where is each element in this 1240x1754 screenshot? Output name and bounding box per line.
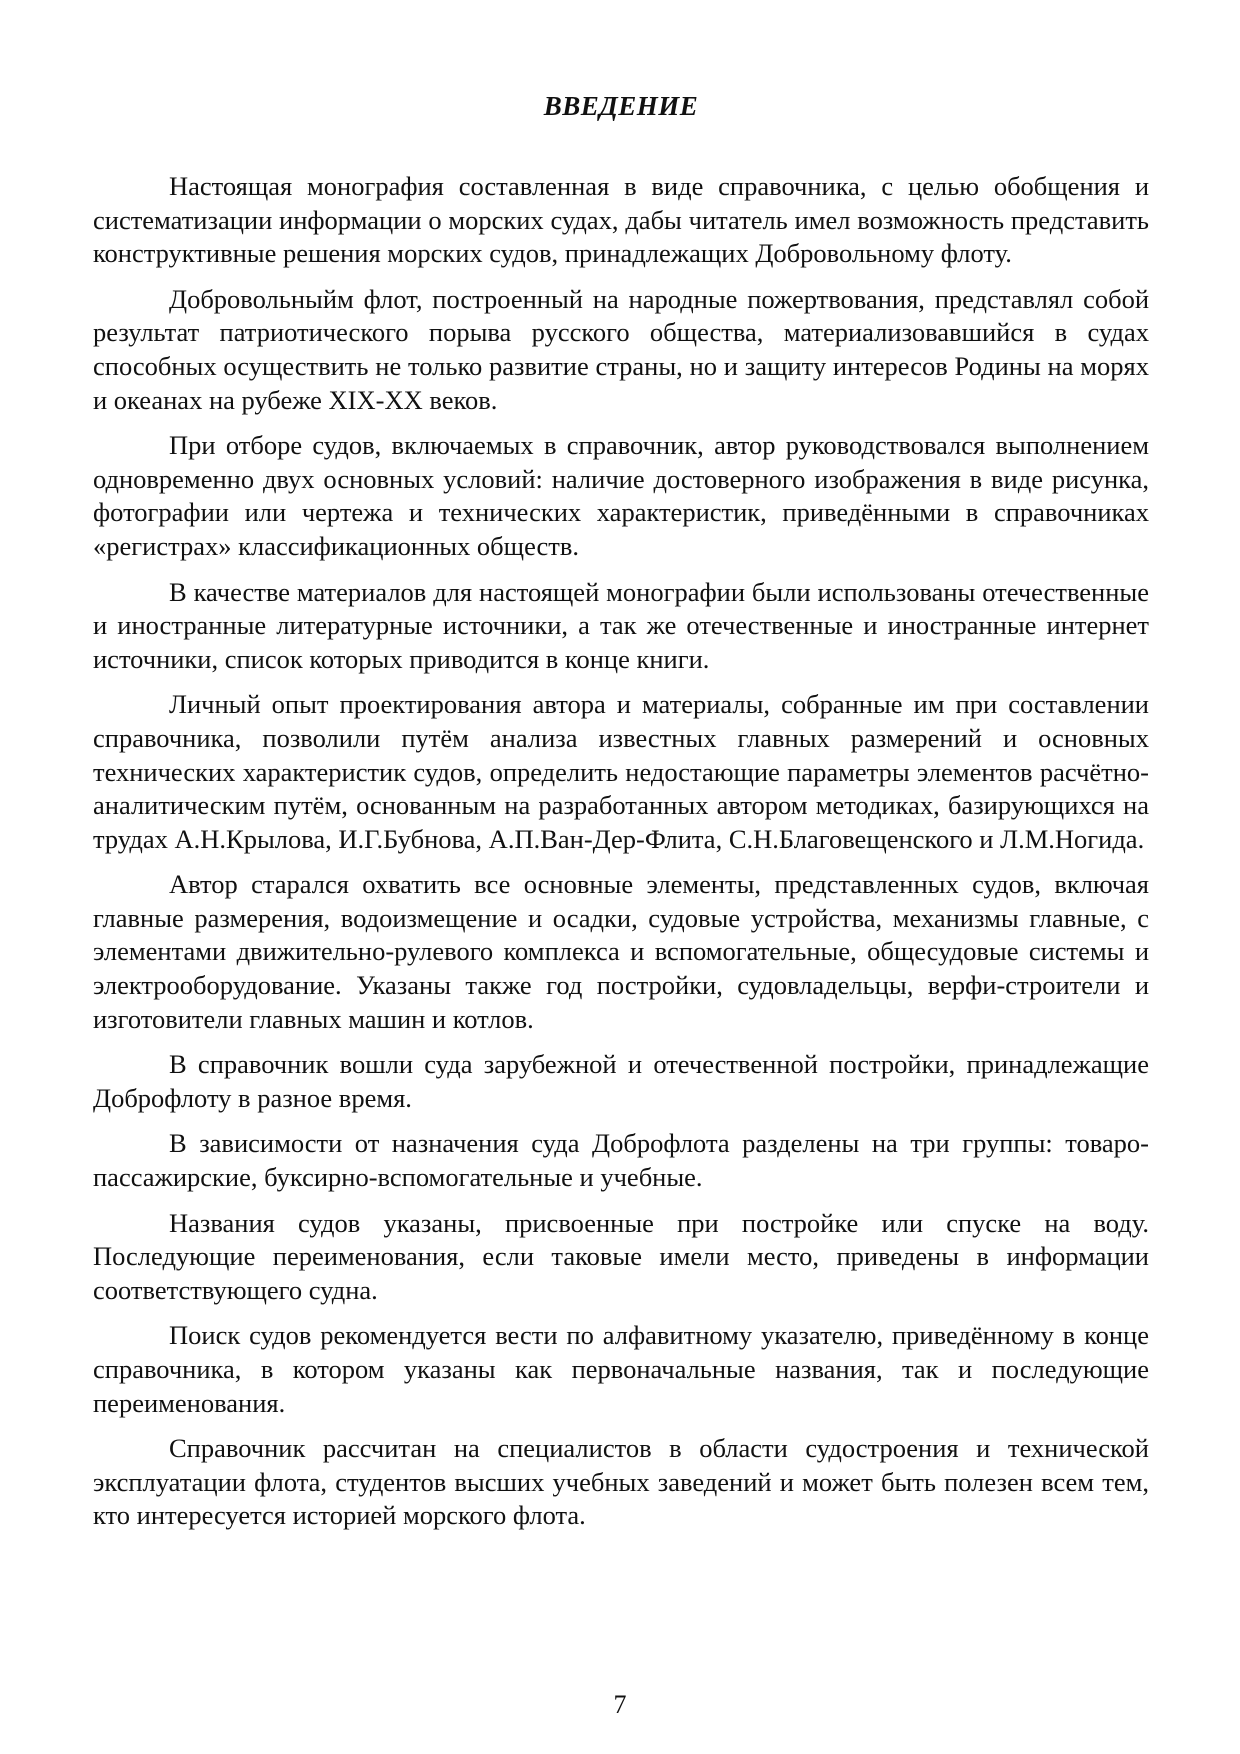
page-content bbox=[93, 88, 1149, 1545]
paragraph-10: Поиск судов рекомендуется вести по алфавитному указателю, приведённому в конце справочника, в котором указаны как первоначальные названия, так и последующие переименования. bbox=[93, 1320, 1149, 1418]
paragraph-5: Личный опыт проектирования автора и материалы, собранные им при составлении справочника, позволили путём анализа известных главных размерений и основных технических характеристик судов, определить недостающие параметры элементов расчётно-аналитическим путём, основанным на разработанных автором методиках, базирующихся на трудах А.Н.Крылова, И.Г.Бубнова, А.П.Ван-Дер-Флита, С.Н.Благовещенского и Л.М.Ногида. bbox=[93, 689, 1149, 854]
section-title: ВВЕДЕНИЕ bbox=[543, 91, 699, 121]
page-number: 7 bbox=[613, 1690, 627, 1719]
paragraph-1: Настоящая монография составленная в виде справочника, с целью обобщения и систематизации информации о морских судах, дабы читатель имел возможность представить конструктивные решения морских судов, принадлежащих Добровольному флоту. bbox=[93, 171, 1149, 269]
paragraph-7: В справочник вошли суда зарубежной и отечественной постройки, принадлежащие Доброфлоту в разное время. bbox=[93, 1049, 1149, 1113]
paragraph-4: В качестве материалов для настоящей монографии были использованы отечественные и иностранные литературные источники, а так же отечественные и иностранные интернет источники, список которых приводится в конце книги. bbox=[93, 576, 1149, 674]
paragraph-6: Автор старался охватить все основные элементы, представленных судов, включая главные размерения, водоизмещение и осадки, судовые устройства, механизмы главные, с элементами движительно-рулевого комплекса и вспомогательные, общесудовые системы и электрооборудование. Указаны также год постройки, судовладельцы, верфи-строители и изготовители главных машин и котлов. bbox=[93, 869, 1149, 1034]
paragraph-8: В зависимости от назначения суда Доброфлота разделены на три группы: товаро-пассажирские, буксирно-вспомогательные и учебные. bbox=[93, 1128, 1149, 1193]
paragraph-11: Справочник рассчитан на специалистов в области судостроения и технической эксплуатации флота, студентов высших учебных заведений и может быть полезен всем тем, кто интересуется историей морского флота. bbox=[93, 1433, 1149, 1531]
paragraph-2: Добровольныйм флот, построенный на народные пожертвования, представлял собой результат патриотического порыва русского общества, материализовавшийся в судах способных осуществить не только развитие страны, но и защиту интересов Родины на морях и океанах на рубеже XIX-XX веков. bbox=[93, 283, 1149, 415]
paragraph-9: Названия судов указаны, присвоенные при постройке или спуске на воду. Последующие переименования, если таковые имели место, приведены в информации соответствующего судна. bbox=[93, 1207, 1149, 1305]
paragraph-3: При отборе судов, включаемых в справочник, автор руководствовался выполнением одновременно двух основных условий: наличие достоверного изображения в виде рисунка, фотографии или чертежа и технических характеристик, приведёнными в справочниках «регистрах» классификационных обществ. bbox=[93, 430, 1149, 561]
